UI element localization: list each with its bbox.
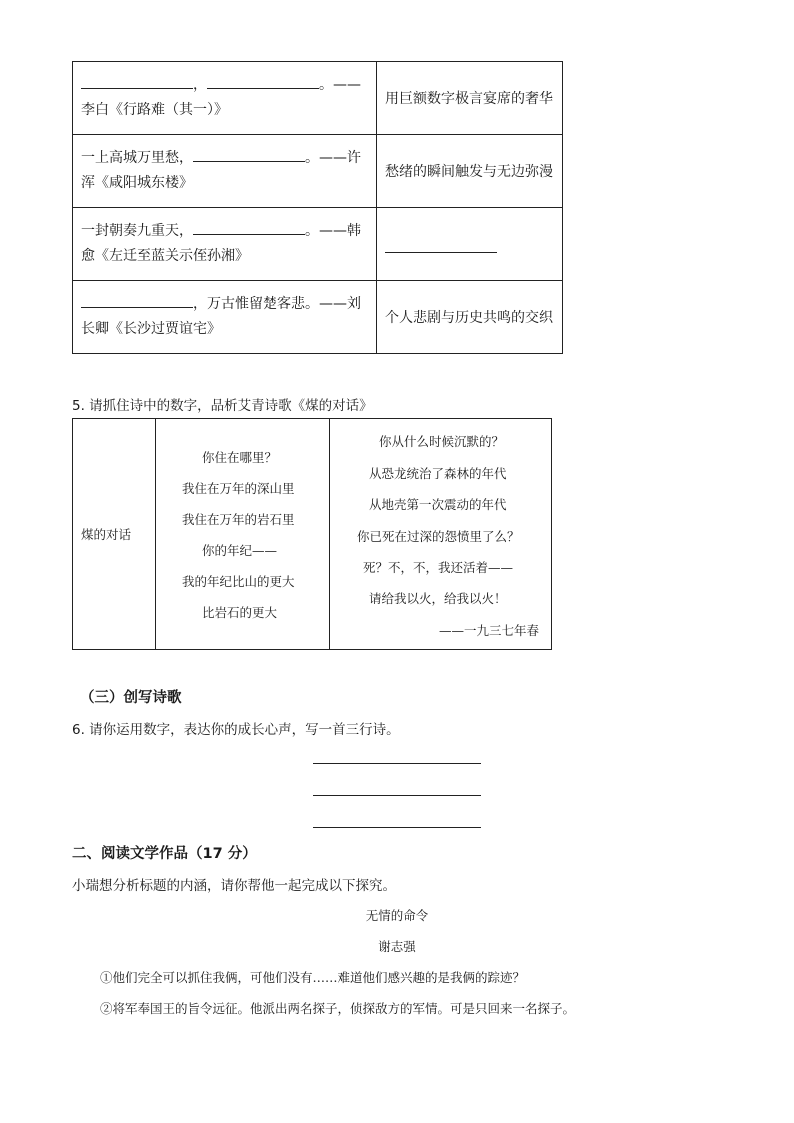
meaning-cell	[377, 208, 563, 281]
paragraph: ②将军奉国王的旨令远征。他派出两名探子，侦探敌方的军情。可是只回来一名探子。	[100, 1001, 576, 1016]
poem-source: 浑《咸阳城东楼》	[81, 175, 193, 191]
answer-line[interactable]	[313, 827, 481, 828]
poem-line: 你已死在过深的怨愤里了么？	[357, 529, 520, 544]
poem-label: 煤的对话	[73, 419, 156, 650]
question-6: 6. 请你运用数字，表达你的成长心声，写一首三行诗。	[72, 722, 400, 738]
poem-line: 我住在万年的岩石里	[182, 512, 295, 527]
meaning-cell: 个人悲剧与历史共鸣的交织	[377, 281, 563, 354]
line-start: 一上高城万里愁，	[81, 150, 193, 166]
table-row	[73, 62, 563, 135]
paragraph: ①他们完全可以抓住我俩，可他们没有……难道他们感兴趣的是我俩的踪迹？	[100, 970, 526, 985]
poem-line: 比岩石的更大	[202, 605, 278, 620]
line-end: ，万古惟留楚客悲。——刘	[193, 296, 361, 312]
table-row	[73, 208, 563, 281]
meaning-cell: 愁绪的瞬间触发与无边弥漫	[377, 135, 563, 208]
poem-date: ——一九三七年春	[439, 623, 540, 638]
poem-line: 请给我以火，给我以火！	[369, 591, 507, 606]
question-5: 5. 请抓住诗中的数字，品析艾青诗歌《煤的对话》	[72, 398, 373, 414]
poem-table	[72, 418, 552, 650]
section-heading: 二、阅读文学作品（17 分）	[72, 846, 257, 862]
poem-column-2	[330, 419, 552, 650]
section-heading: （三）创写诗歌	[80, 690, 182, 706]
line-start: 一封朝奏九重天，	[81, 223, 193, 239]
table-row	[73, 281, 563, 354]
fill-blank[interactable]	[193, 147, 305, 162]
table-row	[73, 135, 563, 208]
table-cell	[73, 281, 377, 354]
poem-line: 我的年纪比山的更大	[182, 574, 295, 589]
poem-line: 从地壳第一次震动的年代	[369, 497, 507, 512]
table-cell	[73, 208, 377, 281]
table-cell	[73, 135, 377, 208]
meaning-cell: 用巨额数字极言宴席的奢华	[377, 62, 563, 135]
poem-source: 愈《左迁至蓝关示侄孙湘》	[81, 248, 249, 264]
fill-blank[interactable]	[385, 238, 497, 253]
poem-line: 我住在万年的深山里	[182, 481, 295, 496]
article-title: 无情的命令	[365, 908, 429, 923]
fill-blank[interactable]	[81, 74, 193, 89]
answer-line[interactable]	[313, 763, 481, 764]
line-end: 。——	[319, 77, 361, 93]
answer-line[interactable]	[313, 795, 481, 796]
fill-blank[interactable]	[81, 293, 193, 308]
poem-fill-table	[72, 61, 563, 354]
fill-blank[interactable]	[193, 220, 305, 235]
poem-source: 长卿《长沙过贾谊宅》	[81, 321, 221, 337]
article-author: 谢志强	[378, 939, 416, 954]
reading-intro: 小瑞想分析标题的内涵，请你帮他一起完成以下探究。	[72, 878, 396, 894]
poem-line: 你住在哪里？	[202, 450, 278, 465]
poem-line: 死？不，不，我还活着——	[363, 560, 514, 575]
poem-line: 从恐龙统治了森林的年代	[369, 466, 507, 481]
poem-line: 你从什么时候沉默的？	[379, 434, 505, 449]
line-end: 。——韩	[305, 223, 361, 239]
poem-source: 李白《行路难（其一）》	[81, 102, 228, 118]
line-end: 。——许	[305, 150, 361, 166]
poem-line: 你的年纪——	[202, 543, 278, 558]
poem-column-1	[156, 419, 330, 650]
punctuation: ，	[193, 77, 207, 93]
table-cell	[73, 62, 377, 135]
fill-blank[interactable]	[207, 74, 319, 89]
